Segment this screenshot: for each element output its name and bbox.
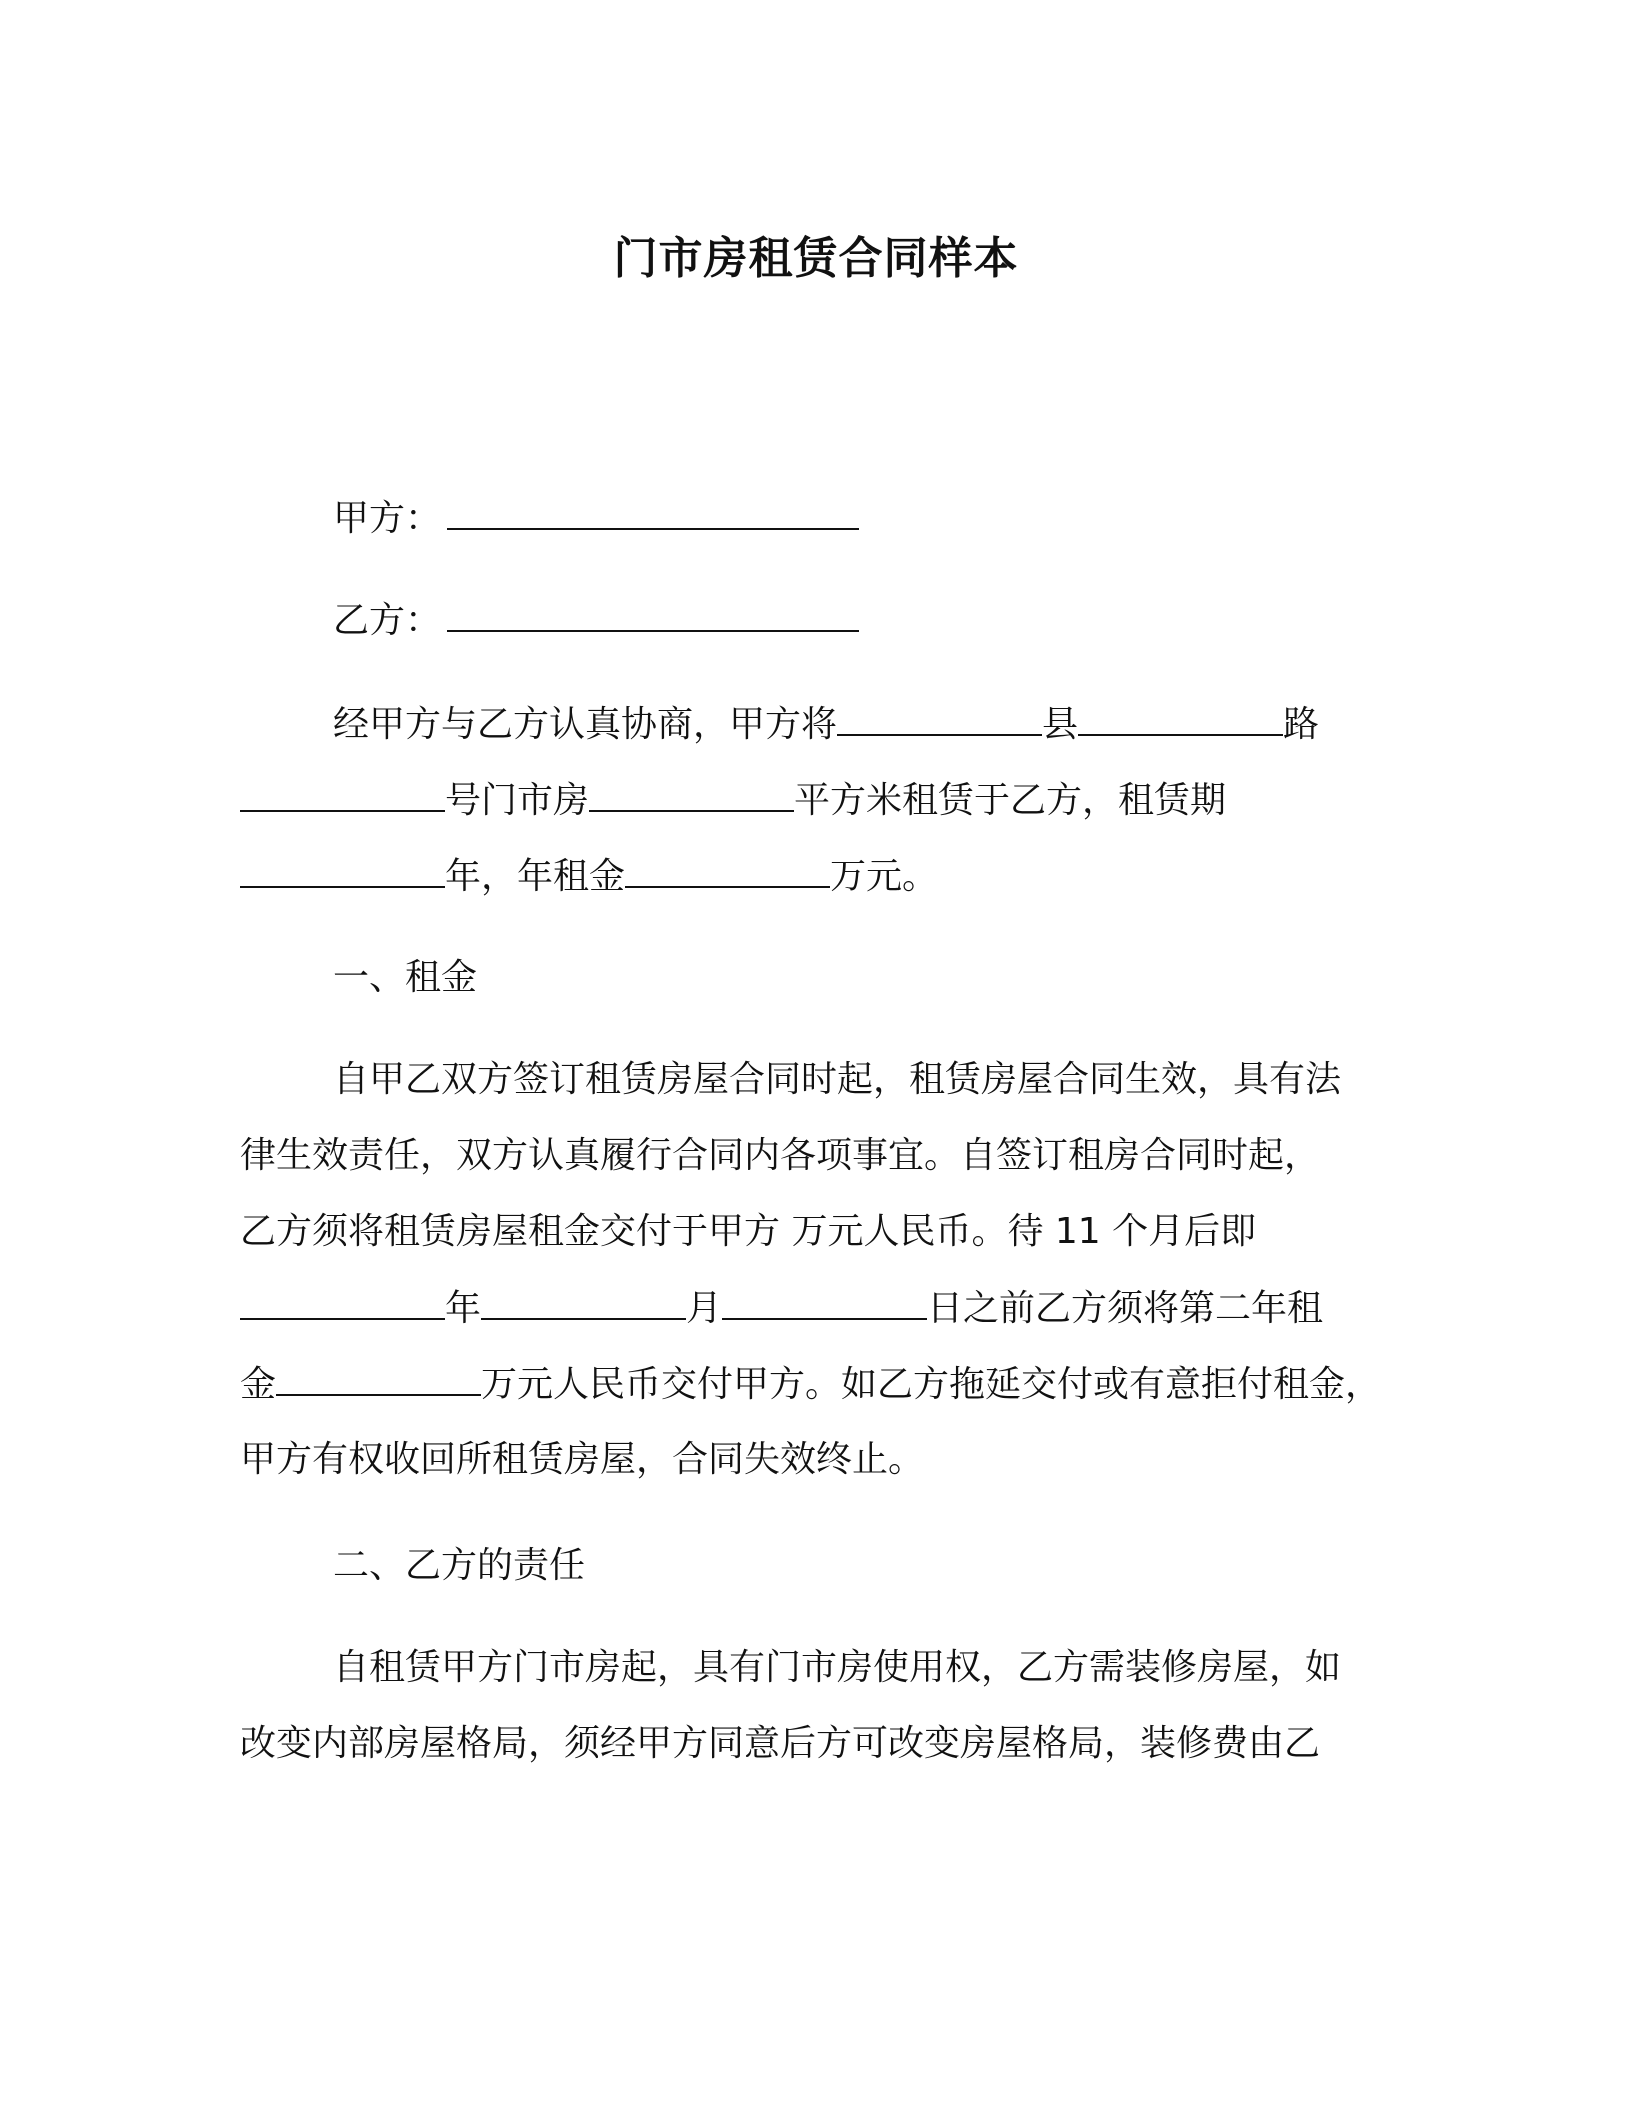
party-a-line bbox=[333, 494, 859, 543]
intro-line-2 bbox=[240, 776, 1226, 825]
section-1-line-6: 甲方有权收回所租赁房屋，合同失效终止。 bbox=[240, 1439, 925, 1480]
intro-text: 万元。 bbox=[830, 856, 939, 897]
second-year-rent-blank bbox=[276, 1360, 481, 1396]
section-1-line-5 bbox=[240, 1360, 1381, 1409]
section-2-line-2: 改变内部房屋格局，须经甲方同意后方可改变房屋格局，装修费由乙 bbox=[240, 1723, 1321, 1764]
road-blank bbox=[1078, 700, 1283, 736]
section-2-line-1: 自租赁甲方门市房起，具有门市房使用权，乙方需装修房屋，如 bbox=[333, 1647, 1342, 1688]
annual-rent-blank bbox=[625, 852, 830, 888]
section-text: 金 bbox=[240, 1364, 277, 1405]
number-blank bbox=[240, 776, 445, 812]
intro-line-1 bbox=[333, 700, 1319, 749]
section-text: 月 bbox=[686, 1288, 723, 1329]
section-text: 日之前乙方须将第二年租 bbox=[927, 1288, 1324, 1329]
day-blank bbox=[722, 1284, 927, 1320]
party-a-blank bbox=[447, 494, 859, 530]
party-b-blank bbox=[447, 596, 859, 632]
section-2-heading: 二、乙方的责任 bbox=[333, 1545, 586, 1586]
section-1-line-2: 律生效责任，双方认真履行合同内各项事宜。自签订租房合同时起， bbox=[240, 1135, 1321, 1176]
intro-text: 年，年租金 bbox=[445, 856, 626, 897]
section-text: 年 bbox=[445, 1288, 482, 1329]
county-blank bbox=[837, 700, 1042, 736]
month-blank bbox=[481, 1284, 686, 1320]
section-1-heading: 一、租金 bbox=[333, 957, 478, 998]
intro-text: 平方米租赁于乙方，租赁期 bbox=[794, 780, 1227, 821]
party-b-line bbox=[333, 596, 859, 645]
party-a-label: 甲方： bbox=[333, 498, 442, 539]
intro-text: 号门市房 bbox=[445, 780, 590, 821]
intro-text: 路 bbox=[1283, 704, 1320, 745]
year-blank bbox=[240, 1284, 445, 1320]
document-title: 门市房租赁合同样本 bbox=[613, 233, 1019, 284]
section-1-line-3: 乙方须将租赁房屋租金交付于甲方 万元人民币。待 11 个月后即 bbox=[240, 1211, 1257, 1252]
term-years-blank bbox=[240, 852, 445, 888]
intro-text: 县 bbox=[1042, 704, 1079, 745]
intro-text: 经甲方与乙方认真协商，甲方将 bbox=[333, 704, 838, 745]
section-1-line-4 bbox=[240, 1284, 1323, 1333]
intro-line-3 bbox=[240, 852, 938, 901]
section-text: 万元人民币交付甲方。如乙方拖延交付或有意拒付租金， bbox=[481, 1364, 1382, 1405]
party-b-label: 乙方： bbox=[333, 600, 442, 641]
section-1-line-1: 自甲乙双方签订租赁房屋合同时起，租赁房屋合同生效，具有法 bbox=[333, 1059, 1342, 1100]
area-blank bbox=[589, 776, 794, 812]
